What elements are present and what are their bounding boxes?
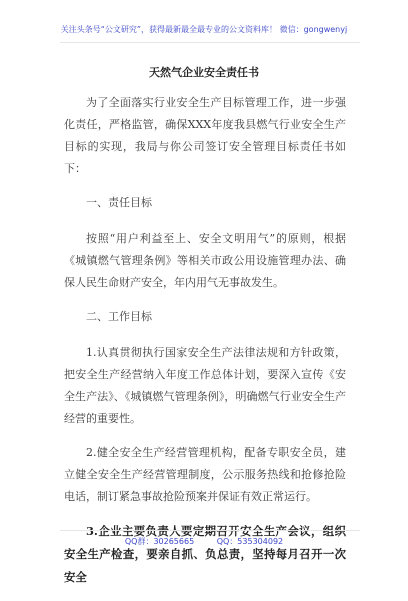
document-title: 天然气企业安全责任书 [149,66,259,79]
intro-paragraph: 为了全面落实行业安全生产目标管理工作，进一步强化责任，严格监管，确保XXX年度我县燃气行业安全生产目标的实现，我局与你公司签订安全管理目标责任书如下： [64,96,346,175]
header-divider [60,42,360,43]
work-goal-item-2: 2.健全安全生产经营管理机构，配备专职安全员，建立健全安全生产经营管理制度，公示服务热线和抢修抢险电话，制订紧急事故抢险预案并保证有效正常运行。 [64,446,346,503]
footer-divider [60,530,360,531]
page-footer [0,536,408,547]
footer-qq: QQ：535304092 [216,537,284,546]
page-header: 关注头条号“公文研究”，获得最新最全最专业的公文资料库！ 微信：gongwenyj [60,25,348,34]
work-goal-item-1: 1.认真贯彻执行国家安全生产法律法规和方针政策，把安全生产经营纳入年度工作总体计划，要深入宣传《安全生产法》、《城镇燃气管理条例》，明确燃气行业安全生产经营的重要性。 [64,346,346,425]
work-goal-item-3: 3.企业主要负责人要定期召开安全生产会议，组织安全生产检查，要亲自抓、负总责，坚持每月召开一次安全 [64,524,346,584]
responsibility-paragraph: 按照“用户利益至上、安全文明用气”的原则，根据《城镇燃气管理条例》等相关市政公用设施管理办法、确保人民生命财产安全，年内用气无事故发生。 [64,232,346,289]
section-heading-work-goals: 二、工作目标 [86,310,152,323]
document-body [64,92,346,601]
footer-qq-group: QQ群：30265665 [124,537,195,546]
section-heading-responsibility: 一、责任目标 [86,196,152,209]
